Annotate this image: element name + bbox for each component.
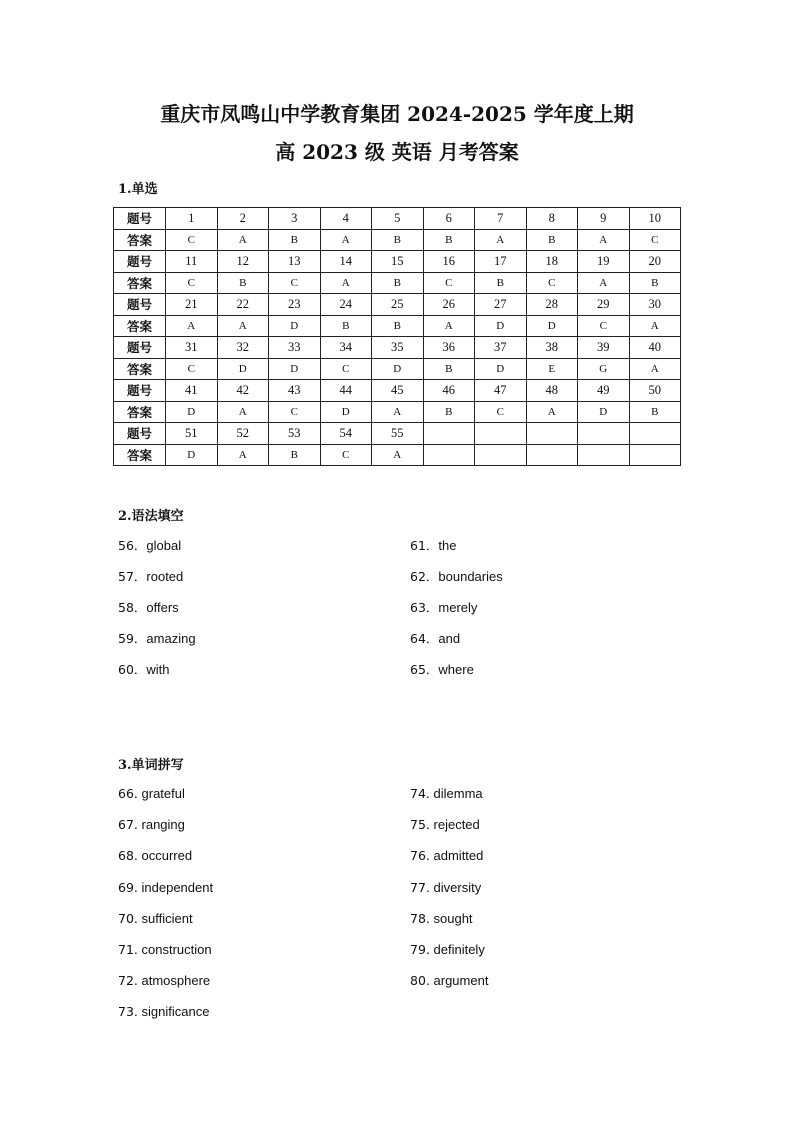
grammar-fill-item [118,629,196,647]
answer-cell: C [269,401,321,423]
item-answer: where [438,662,474,677]
answer-cell: B [526,229,578,251]
question-number-cell: 31 [166,337,218,359]
item-number: 66. [118,786,138,801]
answer-cell: B [269,229,321,251]
question-number-cell: 44 [320,380,372,402]
answer-cell [578,444,630,466]
section-word-spelling-heading: 3.单词拼写 [118,758,184,773]
question-number-cell: 19 [578,251,630,273]
question-number-cell: 27 [475,294,527,316]
answer-cell: D [217,358,269,380]
word-spelling-item [410,880,481,895]
question-number-cell [629,423,681,445]
answer-cell: A [217,401,269,423]
question-number-row [114,208,681,230]
item-number: 72. [118,973,138,988]
item-number: 75. [410,817,430,832]
question-number-cell: 4 [320,208,372,230]
answer-cell: D [269,358,321,380]
question-number-cell: 26 [423,294,475,316]
item-answer: admitted [433,848,484,863]
question-number-cell: 5 [372,208,424,230]
item-answer: sufficient [141,911,193,926]
answer-cell: A [320,272,372,294]
document-title: 重庆市凤鸣山中学教育集团 2024-2025 学年度上期 [160,102,634,126]
question-number-cell: 23 [269,294,321,316]
item-answer: and [438,631,461,646]
question-number-row [114,294,681,316]
word-spelling-item [410,848,483,863]
answer-row [114,272,681,294]
question-number-cell: 15 [372,251,424,273]
question-number-cell: 51 [166,423,218,445]
answer-cell [629,444,681,466]
answer-cell [475,444,527,466]
question-number-row-label: 题号 [114,380,166,402]
word-spelling-item [118,848,192,863]
question-number-row-label: 题号 [114,423,166,445]
item-number: 80. [410,973,430,988]
answer-row-label: 答案 [114,272,166,294]
answer-row [114,444,681,466]
item-number: 71. [118,942,138,957]
item-number: 64． [410,631,439,646]
question-number-cell [475,423,527,445]
item-answer: diversity [433,880,482,895]
question-number-row [114,337,681,359]
question-number-cell: 3 [269,208,321,230]
word-spelling-item [410,786,483,801]
question-number-cell: 47 [475,380,527,402]
answer-cell: D [166,401,218,423]
question-number-cell: 7 [475,208,527,230]
item-answer: construction [141,942,212,957]
item-answer: sought [433,911,473,926]
question-number-cell: 35 [372,337,424,359]
question-number-cell: 17 [475,251,527,273]
question-number-row-label: 题号 [114,208,166,230]
word-spelling-item [118,973,210,988]
question-number-cell: 22 [217,294,269,316]
grammar-fill-item [410,598,477,616]
item-number: 68. [118,848,138,863]
question-number-cell: 40 [629,337,681,359]
answer-cell: A [578,229,630,251]
question-number-row-label: 题号 [114,251,166,273]
question-number-cell: 50 [629,380,681,402]
question-number-row [114,423,681,445]
answer-cell: C [269,272,321,294]
question-number-cell [578,423,630,445]
answer-cell: A [217,444,269,466]
answer-cell: A [475,229,527,251]
answer-cell: C [166,358,218,380]
grammar-fill-item [410,567,503,585]
document-subtitle: 高 2023 级 英语 月考答案 [275,140,519,164]
question-number-cell: 1 [166,208,218,230]
item-number: 70. [118,911,138,926]
word-spelling-item [118,942,212,957]
item-number: 63． [410,600,439,615]
answer-cell: B [372,315,424,337]
question-number-row-label: 题号 [114,337,166,359]
answer-cell: B [423,401,475,423]
answer-cell: A [423,315,475,337]
question-number-cell: 32 [217,337,269,359]
item-answer: the [438,538,457,553]
item-answer: independent [141,880,214,895]
item-number: 79. [410,942,430,957]
answer-row [114,315,681,337]
question-number-cell: 41 [166,380,218,402]
item-answer: argument [433,973,489,988]
item-number: 67. [118,817,138,832]
word-spelling-item [118,911,193,926]
question-number-cell: 29 [578,294,630,316]
answer-cell: C [526,272,578,294]
answer-cell: A [372,444,424,466]
answer-cell: A [217,315,269,337]
question-number-cell [526,423,578,445]
answer-cell: A [320,229,372,251]
answer-row-label: 答案 [114,358,166,380]
question-number-cell [423,423,475,445]
item-answer: merely [438,600,478,615]
answer-row-label: 答案 [114,444,166,466]
answer-cell: B [629,401,681,423]
answer-cell: B [372,272,424,294]
answer-cell: C [166,272,218,294]
question-number-row [114,380,681,402]
question-number-cell: 11 [166,251,218,273]
grammar-fill-item [118,567,183,585]
question-number-cell: 21 [166,294,218,316]
word-spelling-item [410,973,488,988]
answer-cell: B [217,272,269,294]
grammar-fill-item [410,536,456,554]
item-answer: with [146,662,170,677]
grammar-fill-item [410,660,474,678]
answer-row [114,401,681,423]
item-answer: significance [141,1004,210,1019]
question-number-cell: 42 [217,380,269,402]
grammar-fill-item [118,598,179,616]
answer-cell: G [578,358,630,380]
question-number-cell: 13 [269,251,321,273]
item-answer: rejected [433,817,480,832]
item-answer: atmosphere [141,973,211,988]
answer-table [113,207,681,466]
item-number: 56． [118,538,147,553]
answer-cell: A [217,229,269,251]
answer-cell: B [629,272,681,294]
answer-row-label: 答案 [114,315,166,337]
question-number-cell: 39 [578,337,630,359]
item-number: 73. [118,1004,138,1019]
word-spelling-item [118,880,213,895]
question-number-cell: 34 [320,337,372,359]
question-number-cell: 20 [629,251,681,273]
item-number: 61． [410,538,439,553]
question-number-cell: 25 [372,294,424,316]
question-number-cell: 53 [269,423,321,445]
item-number: 62． [410,569,439,584]
question-number-row [114,251,681,273]
answer-cell: D [320,401,372,423]
question-number-cell: 16 [423,251,475,273]
item-answer: boundaries [438,569,503,584]
question-number-cell: 2 [217,208,269,230]
answer-cell: E [526,358,578,380]
answer-cell: A [526,401,578,423]
grammar-fill-item [118,660,170,678]
answer-row-label: 答案 [114,401,166,423]
question-number-cell: 24 [320,294,372,316]
question-number-cell: 48 [526,380,578,402]
answer-cell: D [166,444,218,466]
section-grammar-fill-heading: 2.语法填空 [118,509,184,524]
answer-cell: B [475,272,527,294]
item-number: 76. [410,848,430,863]
question-number-cell: 28 [526,294,578,316]
word-spelling-item [118,1004,209,1019]
question-number-cell: 43 [269,380,321,402]
item-number: 59． [118,631,147,646]
item-answer: ranging [141,817,185,832]
item-answer: global [146,538,182,553]
item-answer: offers [146,600,179,615]
word-spelling-item [410,817,480,832]
answer-cell: D [578,401,630,423]
question-number-cell: 37 [475,337,527,359]
question-number-cell: 52 [217,423,269,445]
question-number-cell: 8 [526,208,578,230]
word-spelling-item [410,911,473,926]
item-number: 74. [410,786,430,801]
answer-cell: C [320,444,372,466]
word-spelling-item [118,786,185,801]
answer-cell: B [423,358,475,380]
question-number-cell: 10 [629,208,681,230]
question-number-cell: 33 [269,337,321,359]
question-number-cell: 54 [320,423,372,445]
answer-cell: D [372,358,424,380]
question-number-cell: 9 [578,208,630,230]
word-spelling-item [410,942,485,957]
question-number-cell: 49 [578,380,630,402]
answer-cell: A [372,401,424,423]
item-answer: amazing [146,631,196,646]
answer-cell: A [629,315,681,337]
answer-row [114,358,681,380]
answer-row [114,229,681,251]
question-number-cell: 14 [320,251,372,273]
question-number-cell: 36 [423,337,475,359]
answer-cell [526,444,578,466]
item-answer: dilemma [433,786,483,801]
answer-cell: B [372,229,424,251]
answer-cell: B [320,315,372,337]
question-number-cell: 18 [526,251,578,273]
answer-cell: C [320,358,372,380]
question-number-cell: 12 [217,251,269,273]
answer-row-label: 答案 [114,229,166,251]
item-number: 77. [410,880,430,895]
question-number-cell: 45 [372,380,424,402]
item-number: 57． [118,569,147,584]
question-number-cell: 46 [423,380,475,402]
answer-cell: C [475,401,527,423]
item-answer: occurred [141,848,193,863]
item-answer: rooted [146,569,184,584]
answer-cell: D [475,358,527,380]
answer-cell: A [166,315,218,337]
answer-cell: C [578,315,630,337]
answer-cell: A [629,358,681,380]
answer-cell: C [629,229,681,251]
question-number-cell: 6 [423,208,475,230]
item-number: 78. [410,911,430,926]
grammar-fill-item [410,629,460,647]
section-single-choice-heading: 1.单选 [118,182,158,197]
item-number: 60． [118,662,147,677]
answer-cell: B [423,229,475,251]
answer-cell: C [423,272,475,294]
grammar-fill-item [118,536,181,554]
question-number-cell: 30 [629,294,681,316]
answer-cell: A [578,272,630,294]
question-number-row-label: 题号 [114,294,166,316]
item-number: 58． [118,600,147,615]
answer-cell: D [526,315,578,337]
question-number-cell: 55 [372,423,424,445]
answer-cell: D [475,315,527,337]
answer-cell: D [269,315,321,337]
item-number: 65． [410,662,439,677]
item-number: 69. [118,880,138,895]
answer-cell: C [166,229,218,251]
answer-cell: B [269,444,321,466]
question-number-cell: 38 [526,337,578,359]
item-answer: definitely [433,942,485,957]
answer-cell [423,444,475,466]
item-answer: grateful [141,786,185,801]
word-spelling-item [118,817,185,832]
